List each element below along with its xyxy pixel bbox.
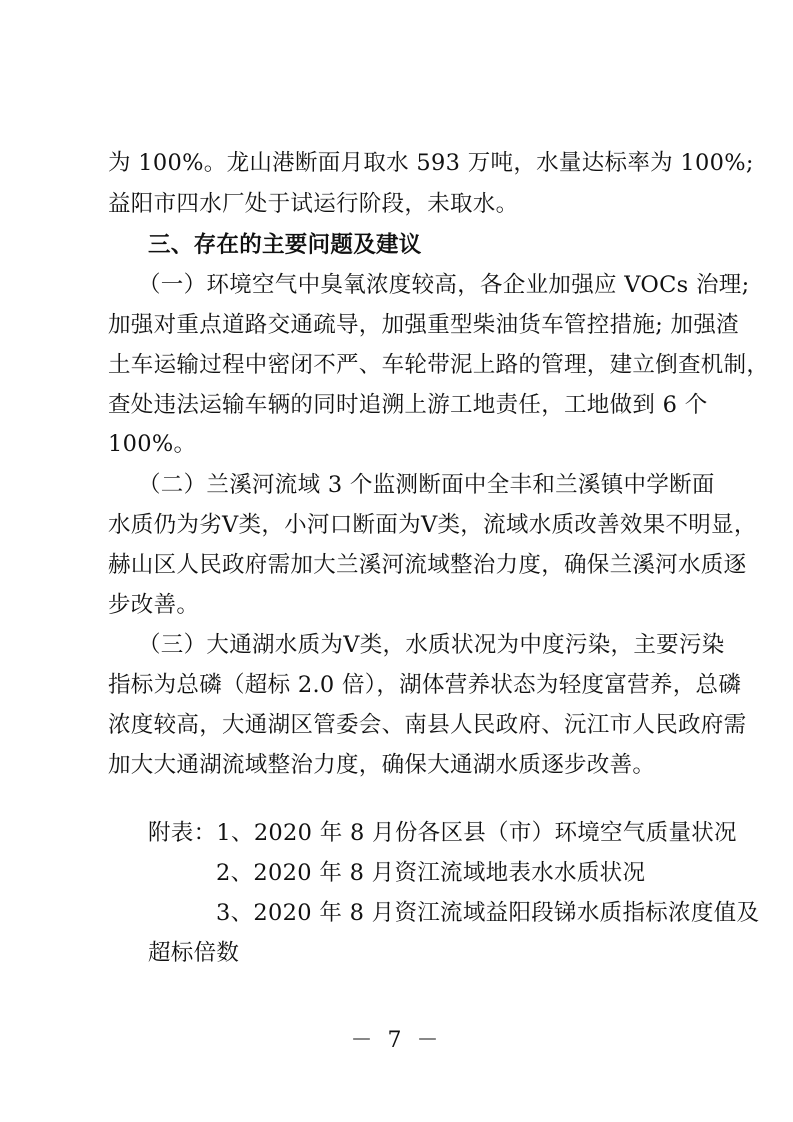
paragraph-line: 查处违法运输车辆的同时追溯上游工地责任，工地做到 6 个	[108, 392, 708, 418]
paragraph-line: （三）大通湖水质为Ⅴ类，水质状况为中度污染，主要污染	[138, 632, 725, 658]
paragraph-line: 加大大通湖流域整治力度，确保大通湖水质逐步改善。	[108, 752, 656, 778]
paragraph-line: （二）兰溪河流域 3 个监测断面中全丰和兰溪镇中学断面	[138, 472, 715, 498]
appendix-line: 超标倍数	[148, 940, 240, 966]
paragraph-line: 浓度较高，大通湖区管委会、南县人民政府、沅江市人民政府需	[108, 712, 747, 738]
paragraph-line: （一）环境空气中臭氧浓度较高，各企业加强应 VOCs 治理;	[138, 272, 750, 298]
paragraph-line: 益阳市四水厂处于试运行阶段，未取水。	[108, 191, 519, 217]
paragraph-line: 步改善。	[108, 592, 200, 618]
appendix-line: 2、2020 年 8 月资江流域地表水水质状况	[216, 860, 646, 886]
appendix-line: 3、2020 年 8 月资江流域益阳段锑水质指标浓度值及	[216, 900, 760, 926]
paragraph-line: 水质仍为劣Ⅴ类，小河口断面为Ⅴ类，流域水质改善效果不明显，	[108, 512, 757, 538]
page-number: － 7 －	[350, 1028, 443, 1053]
paragraph-line: 土车运输过程中密闭不严、车轮带泥上路的管理，建立倒查机制，	[108, 352, 770, 378]
paragraph-line: 赫山区人民政府需加大兰溪河流域整治力度，确保兰溪河水质逐	[108, 552, 747, 578]
section-heading: 三、存在的主要问题及建议	[148, 232, 422, 258]
paragraph-line: 指标为总磷（超标 2.0 倍），湖体营养状态为轻度富营养，总磷	[108, 672, 742, 698]
paragraph-line: 100%。	[108, 431, 197, 457]
paragraph-line: 加强对重点道路交通疏导，加强重型柴油货车管控措施; 加强渣	[108, 312, 739, 338]
appendix-line: 附表：1、2020 年 8 月份各区县（市）环境空气质量状况	[148, 820, 737, 846]
paragraph-line: 为 100%。龙山港断面月取水 593 万吨，水量达标率为 100%;	[108, 150, 754, 176]
